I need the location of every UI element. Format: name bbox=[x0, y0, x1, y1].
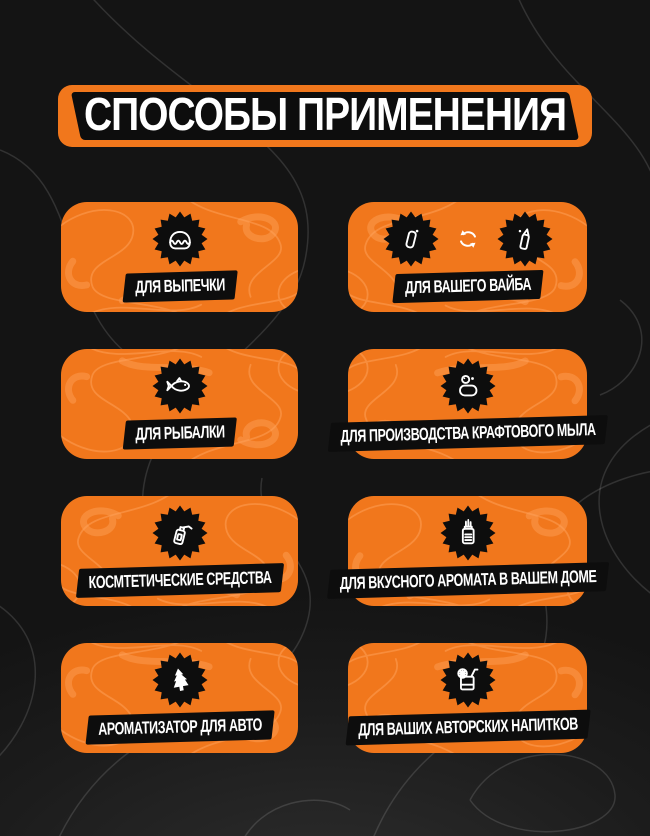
card-cosmetics bbox=[61, 496, 298, 606]
card-label: ДЛЯ ВАШИХ АВТОРСКИХ НАПИТКОВ bbox=[345, 710, 590, 746]
card-fishing bbox=[61, 349, 298, 459]
badge-seal bbox=[383, 211, 439, 267]
pie-icon bbox=[165, 224, 195, 254]
reed-diffuser-icon bbox=[453, 518, 483, 548]
card-craft-soap bbox=[339, 349, 596, 459]
card-label: ДЛЯ ВЫПЕЧКИ bbox=[122, 270, 237, 302]
e-liquid-bottle-icon bbox=[510, 224, 540, 254]
card-label: ДЛЯ ВКУСНОГО АРОМАТА В ВАШЕМ ДОМЕ bbox=[327, 562, 609, 599]
cocktail-icon bbox=[453, 665, 483, 695]
header-banner bbox=[58, 85, 592, 147]
badge-seal bbox=[497, 211, 553, 267]
fish-icon bbox=[165, 371, 195, 401]
badge-seal bbox=[440, 505, 496, 561]
card-home-aroma bbox=[338, 496, 597, 606]
spray-bottle-icon bbox=[165, 518, 195, 548]
card-vibe bbox=[348, 202, 587, 312]
badge-seal bbox=[152, 358, 208, 414]
refresh-icon bbox=[455, 226, 481, 252]
badge-seal bbox=[152, 505, 208, 561]
card-car-freshener bbox=[61, 643, 298, 753]
card-drinks bbox=[348, 643, 587, 753]
pine-tree-icon bbox=[165, 665, 195, 695]
page-title: СПОСОБЫ ПРИМЕНЕНИЯ bbox=[83, 90, 567, 141]
card-label: АРОМАТИЗАТОР ДЛЯ АВТО bbox=[85, 710, 274, 744]
card-label: ДЛЯ ПРОИЗВОДСТВА КРАФТОВОГО МЫЛА bbox=[327, 415, 607, 452]
badge-seal bbox=[440, 652, 496, 708]
badge-seal bbox=[152, 211, 208, 267]
card-label: КОСМТЕТИЧЕСКИЕ СРЕДСТВА bbox=[75, 563, 283, 598]
card-baking bbox=[61, 202, 298, 312]
badge-seal bbox=[440, 358, 496, 414]
card-label: ДЛЯ РЫБАЛКИ bbox=[122, 417, 237, 449]
badge-seal bbox=[152, 652, 208, 708]
soap-icon bbox=[453, 371, 483, 401]
card-label: ДЛЯ ВАШЕГО ВАЙБА bbox=[392, 270, 543, 303]
vape-pod-icon bbox=[396, 224, 426, 254]
